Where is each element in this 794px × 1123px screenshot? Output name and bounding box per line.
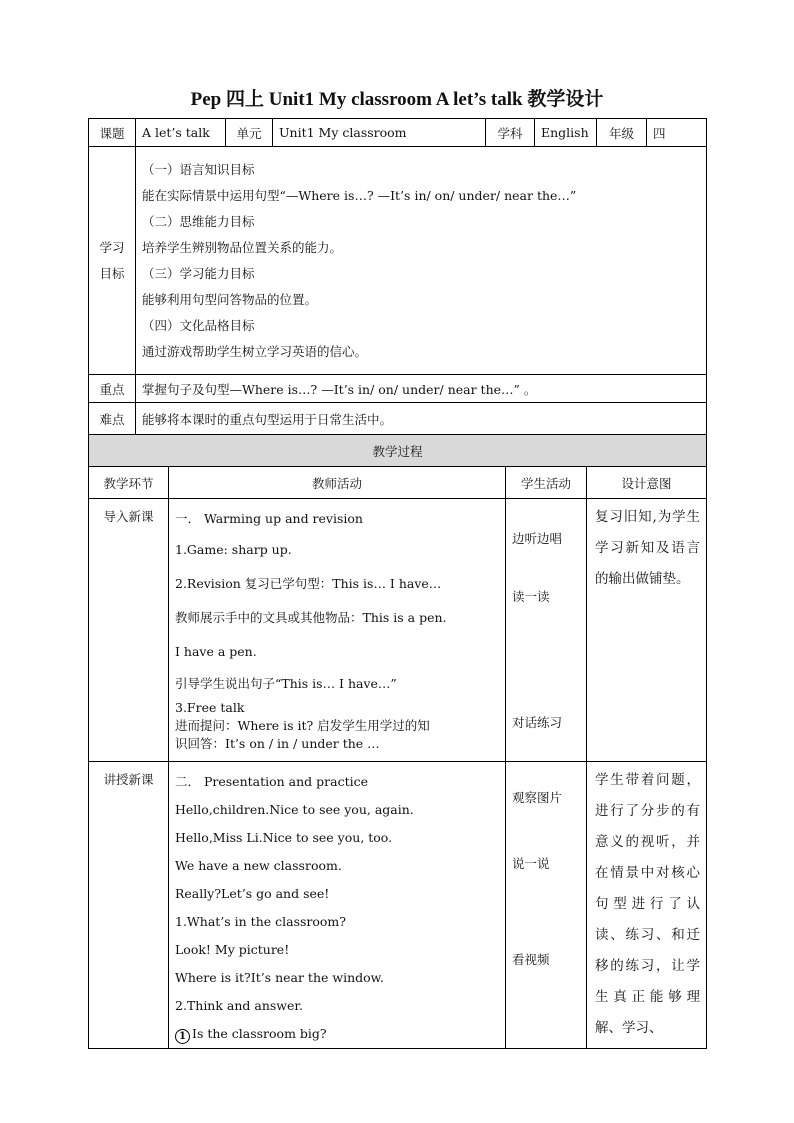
activity-line: 一． Warming up and revision xyxy=(175,511,363,526)
activity-line: 1.Game: sharp up. xyxy=(175,542,292,557)
design-intent-intro: 复习旧知,为学生学习新知及语言的输出做铺垫。 xyxy=(587,499,707,762)
goal-line: （二）思维能力目标 xyxy=(142,213,255,229)
page-title: Pep 四上 Unit1 My classroom A let’s talk 教学设计 xyxy=(190,89,604,110)
activity-line: We have a new classroom. xyxy=(175,858,342,873)
circled-number-1: 1 xyxy=(175,1029,190,1044)
design-intent-teaching: 学生带着问题，进行了分步的有意义的视听，并在情景中对核心句型进行了认读、练习、和迁移的练习，让学生真正能够理解、学习、 xyxy=(587,762,707,1049)
stage-teaching: 讲授新课 xyxy=(89,762,169,1049)
difficulty-text: 能够将本课时的重点句型运用于日常生活中。 xyxy=(136,403,707,435)
topic-label: 课题 xyxy=(89,119,136,147)
activity-line: 2.Think and answer. xyxy=(175,998,303,1013)
subject-label: 学科 xyxy=(486,119,535,147)
activity-line: 二． Presentation and practice xyxy=(175,774,368,789)
goal-line: （一）语言知识目标 xyxy=(142,161,255,177)
goals-label xyxy=(89,147,136,375)
activity-line-text: Is the classroom big? xyxy=(192,1026,327,1041)
activity-line: Hello,Miss Li.Nice to see you, too. xyxy=(175,830,393,845)
student-activity: 读一读 xyxy=(512,589,550,604)
student-activity-teaching xyxy=(506,762,587,1049)
unit-label: 单元 xyxy=(226,119,273,147)
grade-value: 四 xyxy=(647,119,707,147)
activity-line: 教师展示手中的文具或其他物品：This is a pen. xyxy=(175,610,447,625)
topic-value: A let’s talk xyxy=(136,119,226,147)
goal-line: （三）学习能力目标 xyxy=(142,265,255,281)
teacher-activity-teaching xyxy=(169,762,506,1049)
table-row xyxy=(89,762,707,1049)
col-stage-header: 教学环节 xyxy=(89,467,169,499)
lesson-info-table xyxy=(88,118,707,435)
table-row xyxy=(89,499,707,762)
goals-label-line1: 学习 xyxy=(99,239,125,255)
process-header: 教学过程 xyxy=(89,435,707,467)
col-teacher-header: 教师活动 xyxy=(169,467,506,499)
activity-line: 进而提问：Where is it? 启发学生用学过的知 xyxy=(175,718,430,733)
activity-line: 3.Free talk xyxy=(175,700,245,715)
teacher-activity-intro xyxy=(169,499,506,762)
goal-line: 能在实际情景中运用句型“—Where is…? —It’s in/ on/ under/ near the…” xyxy=(142,187,577,203)
activity-line: Really?Let’s go and see! xyxy=(175,886,330,901)
grade-label: 年级 xyxy=(597,119,647,147)
activity-line: Look! My picture! xyxy=(175,942,290,957)
goals-content xyxy=(136,147,707,375)
student-activity: 对话练习 xyxy=(512,715,563,730)
goal-line: 通过游戏帮助学生树立学习英语的信心。 xyxy=(142,343,368,359)
activity-line: 引导学生说出句子“This is… I have…” xyxy=(175,676,397,691)
goal-line: （四）文化品格目标 xyxy=(142,317,255,333)
activity-line: 1.What’s in the classroom? xyxy=(175,914,346,929)
goals-label-line2: 目标 xyxy=(99,265,125,281)
activity-line: 识回答：It’s on / in / under the … xyxy=(175,736,380,751)
activity-line: 2.Revision 复习已学句型：This is… I have… xyxy=(175,576,442,591)
activity-line: Where is it?It’s near the window. xyxy=(175,970,384,985)
difficulty-label: 难点 xyxy=(89,403,136,435)
student-activity: 看视频 xyxy=(512,952,550,967)
stage-intro: 导入新课 xyxy=(89,499,169,762)
student-activity: 说一说 xyxy=(512,856,550,871)
activity-line xyxy=(175,1020,499,1048)
student-activity: 观察图片 xyxy=(512,790,563,805)
teaching-process-table xyxy=(88,434,707,1049)
goal-line: 培养学生辨别物品位置关系的能力。 xyxy=(142,239,343,255)
col-student-header: 学生活动 xyxy=(506,467,587,499)
goal-line: 能够利用句型问答物品的位置。 xyxy=(142,291,318,307)
student-activity: 边听边唱 xyxy=(512,531,563,546)
student-activity-intro xyxy=(506,499,587,762)
col-intent-header: 设计意图 xyxy=(587,467,707,499)
unit-value: Unit1 My classroom xyxy=(273,119,486,147)
key-point-label: 重点 xyxy=(89,375,136,403)
activity-line: Hello,children.Nice to see you, again. xyxy=(175,802,414,817)
subject-value: English xyxy=(535,119,597,147)
key-point-text: 掌握句子及句型—Where is…? —It’s in/ on/ under/ near the…” 。 xyxy=(136,375,707,403)
activity-line: I have a pen. xyxy=(175,644,257,659)
